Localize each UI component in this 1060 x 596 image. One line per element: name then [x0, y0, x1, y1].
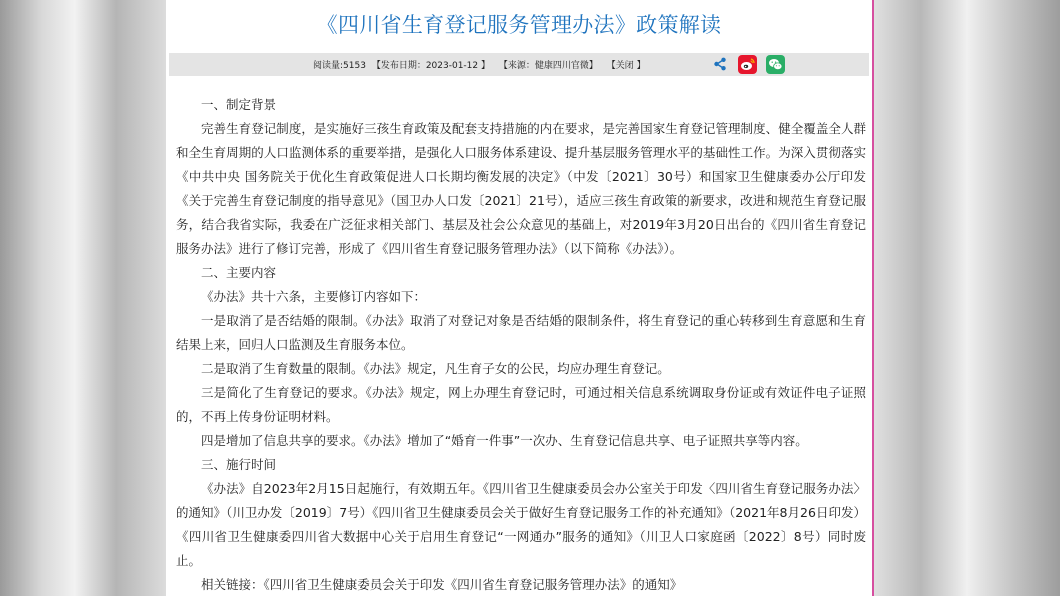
weibo-icon[interactable]: [738, 55, 757, 74]
paragraph: 一是取消了是否结婚的限制。《办法》取消了对登记对象是否结婚的限制条件，将生育登记的重心转移到生育意愿和生育结果上来，回归人口监测及生育服务本位。: [176, 313, 866, 352]
wechat-icon[interactable]: [766, 55, 785, 74]
section-heading: 二、主要内容: [201, 265, 277, 280]
share-icon[interactable]: [713, 57, 727, 71]
close-link[interactable]: 【关闭 】: [606, 61, 646, 71]
paragraph: 完善生育登记制度，是实施好三孩生育政策及配套支持措施的内在要求，是完善国家生育登记管理制度、健全覆盖全人群和全生育周期的人口监测体系的重要举措，是强化人口服务体系建设、提升基层服务管理水平的基础性工作。为深入贯彻落实《中共中央 国务院关于优化生育政策促进人口长期均衡发展的决定》（中发〔2021〕30号）和国家卫生健康委办公厅印发《关于完善生育登记制度的指导意见》（国卫办人口发〔2021〕21号），适应三孩生育政策的新要求，改进和规范生育登记服务，结合我省实际，我委在广泛征求相关部门、基层及社会公众意见的基础上，对2019年3月20日出台的《四川省生育登记服务办法》进行了修订完善，形成了《四川省生育登记服务管理办法》（以下简称《办法》）。: [176, 121, 866, 256]
meta-bar: [169, 53, 869, 76]
page-edge-line: [872, 0, 874, 596]
article-page: [166, 0, 872, 596]
publish-date: 【发布日期：2023-01-12 】: [371, 61, 490, 71]
view-count: 阅读量:5153: [313, 61, 366, 71]
meta-info: [313, 58, 649, 71]
source: 【来源：健康四川官微】: [498, 61, 598, 71]
paragraph: 四是增加了信息共享的要求。《办法》增加了“婚育一件事”一次办、生育登记信息共享、电子证照共享等内容。: [201, 433, 808, 448]
paragraph: 三是简化了生育登记的要求。《办法》规定，网上办理生育登记时，可通过相关信息系统调取身份证或有效证件电子证照的，不再上传身份证明材料。: [176, 385, 866, 424]
paragraph: 《办法》共十六条，主要修订内容如下：: [201, 289, 427, 304]
page-title: 《四川省生育登记服务管理办法》政策解读: [316, 13, 722, 37]
paragraph: 二是取消了生育数量的限制。《办法》规定，凡生育子女的公民，均应办理生育登记。: [201, 361, 670, 376]
right-blurred-background: [874, 0, 1060, 596]
article-body: [176, 93, 866, 596]
paragraph: 《办法》自2023年2月15日起施行，有效期五年。《四川省卫生健康委员会办公室关于印发〈四川省生育登记服务办法〉的通知》（川卫办发〔2019〕7号）《四川省卫生健康委员会关于做好生育登记服务工作的补充通知》（2021年8月26日印发）《四川省卫生健康委四川省大数据中心关于启用生育登记“一网通办”服务的通知》（川卫人口家庭函〔2022〕8号）同时废止。: [176, 481, 866, 568]
related-link[interactable]: 相关链接：《四川省卫生健康委员会关于印发《四川省生育登记服务管理办法》的通知》: [201, 577, 683, 592]
left-blurred-background: [0, 0, 166, 596]
section-heading: 一、制定背景: [201, 97, 277, 112]
section-heading: 三、施行时间: [201, 457, 277, 472]
